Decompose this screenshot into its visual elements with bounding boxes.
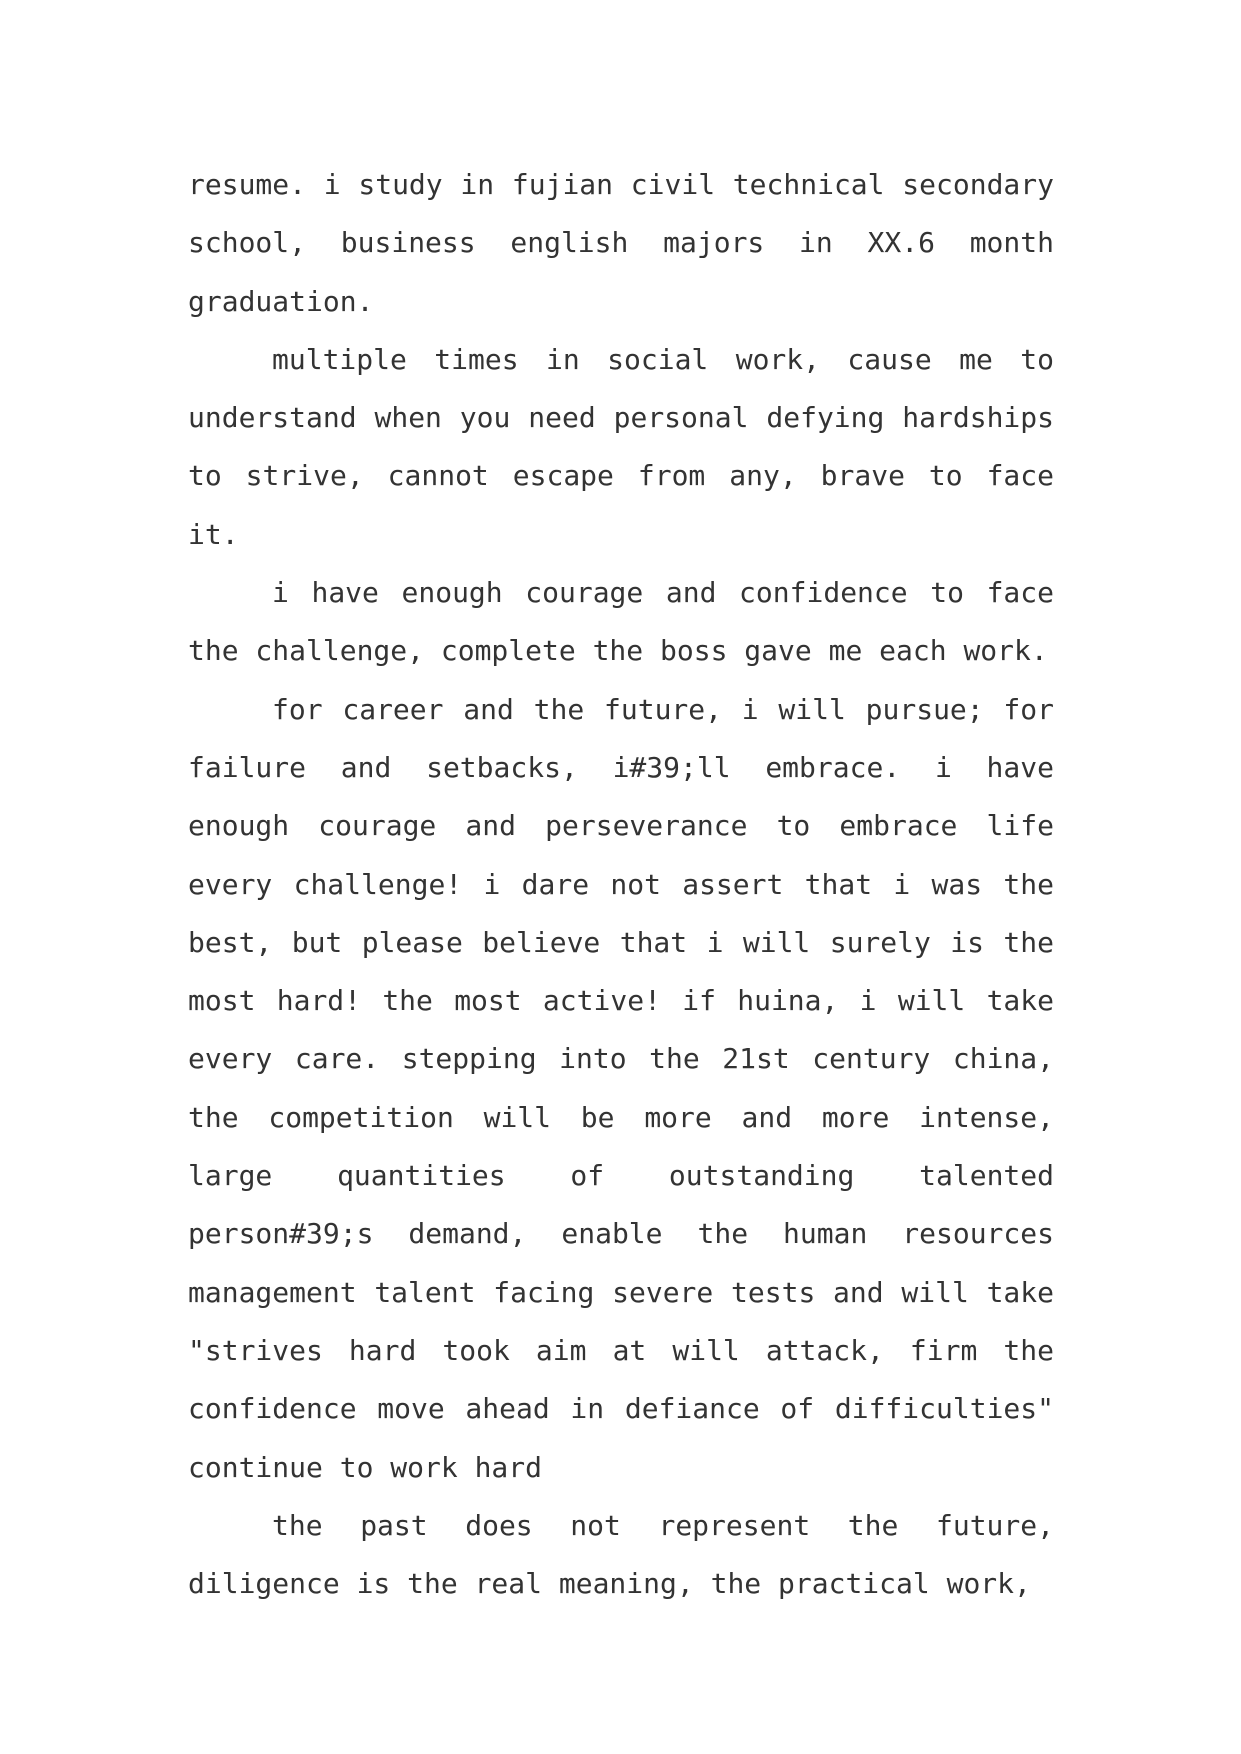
paragraph-1: resume. i study in fujian civil technical secondary school, business english majors in XX.6 month graduation.: [188, 168, 1054, 318]
paragraph-3: i have enough courage and confidence to face the challenge, complete the boss gave me each work.: [188, 576, 1054, 668]
document-body: [188, 156, 1054, 1613]
paragraph-5: the past does not represent the future, diligence is the real meaning, the practical work,: [188, 1508, 1054, 1601]
paragraph-4: for career and the future, i will pursue; for failure and setbacks, i#39;ll embrace. i have enough courage and perseverance to embrace life every challenge! i dare not assert that i was the best, but please believe that i will surely is the most hard! the most active! if huina, i will take every care. stepping into the 21st century china, the competition will be more and more intense, large quantities of outstanding talented person#39;s demand, enable the human resources management talent facing severe tests and will take "strives hard took aim at will attack, firm the confidence move ahead in defiance of difficulties" continue to work hard: [188, 692, 1054, 1484]
paragraph-2: multiple times in social work, cause me to understand when you need personal defying hardships to strive, cannot escape from any, brave to face it.: [188, 342, 1054, 551]
